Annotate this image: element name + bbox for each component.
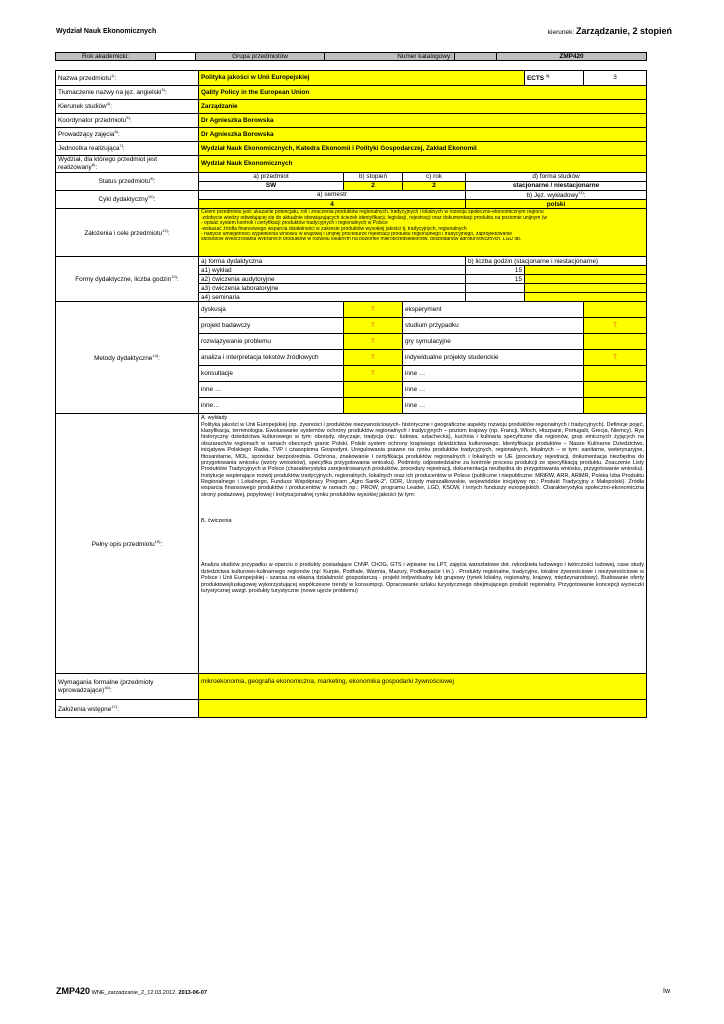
coordinator-value[interactable]: Dr Agnieszka Borowska (199, 114, 647, 128)
teacher-value[interactable]: Dr Agnieszka Borowska (199, 128, 647, 142)
assumptions-label: Założenia wstępne$^{17)}$: (56, 700, 199, 718)
status-form-value[interactable]: stacjonarne / niestacjonarne (466, 181, 647, 190)
translation-value[interactable]: Qality Policy in the European Union (199, 86, 647, 100)
method-right-mark[interactable] (584, 366, 647, 382)
method-right: gry symulacyjne (403, 334, 584, 350)
description-label: Pełny opis przedmiotu$^{15)}$: (56, 414, 199, 674)
cycle-language-header: b) Jęz. wykładowy$^{11)}$: (466, 190, 647, 199)
method-left-mark[interactable]: T (344, 350, 403, 366)
method-left-mark[interactable]: T (344, 334, 403, 350)
exercises-heading: B. ćwiczenia (201, 517, 232, 524)
footer-file: WNE_zarzadzanie_2_12.03.2012, (90, 990, 179, 996)
method-right-mark[interactable] (584, 398, 647, 414)
cycle-language-value[interactable]: polski (466, 200, 647, 209)
form-row-name: a2) ćwiczenia audytoryjne (199, 275, 466, 284)
status-year-header: c) rok (403, 172, 466, 181)
goals-line: -zdobycie wiedzy odwołującej się do aktualnie obowiązujących ścieżek identyfikacji, legislacji, rejestracji oraz dokumentacji produktu na poziomie unijnym (w (201, 214, 547, 221)
coordinator-label: Koordynator przedmiotu$^{5)}$: (56, 114, 199, 128)
unit-label: Jednostka realizująca$^{7)}$: (56, 142, 199, 156)
top-row-table (55, 52, 647, 61)
goals-value[interactable] (199, 209, 647, 257)
form-row-hours[interactable]: 15 (466, 275, 525, 284)
field-prefix: kierunek: (547, 29, 576, 36)
catalog-number-value: ZMP420 (497, 53, 647, 61)
method-right: inne … (403, 366, 584, 382)
goals-line: Celem przedmiotu jest: ukazanie potencjału, roli i znaczenia produktów regionalnych, tradycyjnych i lokalnych w rozwoju społeczno-ekonomicznym regionu (201, 209, 544, 216)
status-form-header: d) forma studiów (466, 172, 647, 181)
name-value[interactable]: Polityka jakości w Unii Europejskiej (199, 71, 525, 86)
status-level-header: b) stopień (344, 172, 403, 181)
status-year-value[interactable]: 2 (403, 181, 466, 190)
field-value: Zarządzanie, 2 stopień (575, 26, 672, 36)
goals-label: Założenia i cele przedmiotu$^{12)}$: (56, 209, 199, 257)
method-right: eksperyment (403, 302, 584, 318)
method-left: inne … (199, 382, 344, 398)
method-right-mark[interactable] (584, 334, 647, 350)
faculty-header: Wydział Nauk Ekonomicznych (56, 28, 157, 35)
course-card-table (55, 70, 647, 718)
cycle-semester-value[interactable]: 4 (199, 200, 466, 209)
description-value[interactable] (199, 414, 647, 674)
subject-group-label: Grupa przedmiotów (196, 53, 325, 61)
dept-label: Wydział, dla którego przedmiot jest realizowany$^{8)}$: (56, 156, 199, 173)
method-right-mark[interactable] (584, 302, 647, 318)
study-field-label: Kierunek studiów$^{4)}$: (56, 100, 199, 114)
method-right: indywidualne projekty studenckie (403, 350, 584, 366)
method-left-mark[interactable] (344, 398, 403, 414)
prereq-value[interactable]: mikroekonomia, geografia ekonomiczna, marketing, ekonomika gospodarki żywnościowej (199, 674, 647, 700)
method-left: projekt badawczy (199, 318, 344, 334)
name-label: Nazwa przedmiotu$^{1)}$: (56, 71, 199, 86)
footer-info (56, 986, 207, 996)
field-of-study-header (548, 26, 672, 36)
form-row-hours[interactable] (466, 284, 525, 293)
academic-year-label: Rok akademicki: (56, 53, 156, 61)
cycle-label: Cykl dydaktyczny$^{10)}$: (56, 190, 199, 208)
method-right: studium przypadku (403, 318, 584, 334)
method-right: inne … (403, 398, 584, 414)
page-indicator: Iw (663, 988, 670, 995)
forms-label: Formy dydaktyczne, liczba godzin$^{13)}$: (56, 257, 199, 302)
lectures-heading: A. wykłady (201, 415, 228, 422)
lectures-text: Polityka jakości w Unii Europejskiej (np. żywności i produktów niezywnościowych- historyczne i geograficzne aspekty rozwoju produktów regionalnych i tradycyjnych). Definicje pojęć, klasyfikacja, terminologia. Ewoluowanie systemów ochrony produktów regionalnych i tradycyjnych – poziom krajowy (np. Francji, Włoch, Hiszpanii, Portugalii, Grecja, Niemcy). Rys historyczny dziedzictwa kulturowego w tym: obrzędy, obyczaje, tradycja (np.: ludowa, szlachecka), kuchnia i kulinaria specyficzne dla regionów, grup etnicznych żyjących na obszarach/w regionach w ramach obecnych granic Polski. Polski system ochrony krajowego dziedzictwa kulturowego. Identyfikacja produktów – Nasze Kulinarne Dziedzictwo, inicjatywa Polskiego Radia, TVP i czasopisma Gospodyni. Uregulowania prawne na rynku produktów tradycyjnych, regionalnych, lokalnych – w tym: sanitarne, weterynaryjne, fitosanitarne, MOL, sprzedaż bezpośrednia. Ochrona, znakowanie i certyfikacja produktów regionalnych i lokalnych w UE (procedury rejestracji, dokumentacja niezbędna do przygotowania wniosku (wzory wniosków), specyfika przygotowania wniosku). Podmioty odpowiedzialne za kontrole procesu produkcji ze specyfikacją produktu. Znaczenie Listy Produktów Tradycyjnych w Polsce (charakterystyka zarejestrowanych produktów, procedury rejestracji, dokumentacja niezbędna do przygotowania wniosku, przygotowanie wniosku). Instytucje wspierające rozwój produktów tradycyjnych, regionalnych, lokalnych oraz ich producentów w Polsce (publiczne i niepubliczne: MRiRW, ARR, ARiMR, Polska Izba Produktu Regionalnego i Lokalnego, Fundusz Współpracy Program „Agro Sanik-2”, ODR, Urzędy marszałkowskie, wojewódzkie inicjatywy np.: Produkt Tradycyjny z Małopolski). Źródła wsparcia finansowego produktów i producentów w ramach np.: PROW, programu Leader, LGD, KSOW, i innych funduszy europejskich. Charakterystyka społeczno-ekonomiczna strony podażowej, popytowej i instytucjonalnej rynku produktów wysokiej jakości (w tym: (201, 421, 645, 498)
method-left-mark[interactable]: T (344, 318, 403, 334)
method-left: inne… (199, 398, 344, 414)
status-subject-value[interactable]: SW (199, 181, 344, 190)
exercises-text: Analiza studiów przypadku w oparciu o produkty posiadające ChNP, ChOG, GTS i wpisane na LPT, zajęcia warsztatowe dot. rękodzieła ludowego i twórczości ludowej, case study dziedzictwa kulturowo-kulinarnego regionów (np: Kurpie, Podhale, Warmia, Mazury, Podkarpacie i in.) . Produkty regionalne, tradycyjne, lokalne żywnościowe i nieżywnościowe w Polsce i Unii Europejskiej - szansa na własną działalność gospodarczą - projekt indywidualny lub grupowy (rynek lokalny, regionalny, krajowy, międzynarodowy). Budowanie oferty produktowej/usługowej wykorzystującej współczesne trendy w konsumpcji. Opracowanie szlaku turystycznego obejmującego produkt regionalny. Przygotowanie koncepcji wycieczki turystycznej uwzgl. produkty turystyczne (nowe ujęcie problemu) (201, 561, 645, 595)
method-left-mark[interactable]: T (344, 366, 403, 382)
method-right: inne … (403, 382, 584, 398)
goals-line: - opisać system kontroli i certyfikacji produktów tradycyjnych i regionalnych w Polsce (201, 220, 388, 227)
form-row-hours[interactable]: 15 (466, 266, 525, 275)
method-left: analiza i interpretacja tekstów źródłowych (199, 350, 344, 366)
form-row-name: a4) seminaria (199, 293, 466, 302)
method-left: dyskusja (199, 302, 344, 318)
dept-value[interactable]: Wydział Nauk Ekonomicznych (199, 156, 647, 173)
goals-line: -wskazać źródła finansowego wsparcia działalności w zakresie produktów wysokiej jakości tj. tradycyjnych, regionalnych (201, 225, 467, 232)
form-row-name: a1) wykład (199, 266, 466, 275)
translation-label: Tłumaczenie nazwy na jęz. angielski$^{3)}$: (56, 86, 199, 100)
method-left: konsultacje (199, 366, 344, 382)
cycle-semester-header: a) semestr (199, 190, 466, 199)
methods-label: Metody dydaktyczne$^{14)}$: (56, 302, 199, 414)
academic-year-value[interactable] (156, 53, 196, 61)
form-row-name: a3) ćwiczenia laboratoryjne (199, 284, 466, 293)
ects-label: ECTS $^{2)}$ (525, 71, 584, 86)
method-left: rozwiązywanie problemu (199, 334, 344, 350)
method-right-mark[interactable]: T (584, 318, 647, 334)
teacher-label: Prowadzący zajęcia$^{6)}$: (56, 128, 199, 142)
status-subject-header: a) przedmiot (199, 172, 344, 181)
unit-value[interactable]: Wydział Nauk Ekonomicznych, Katedra Ekonomii i Polityki Gospodarczej, Zakład Ekonomii (199, 142, 647, 156)
assumptions-value[interactable] (199, 700, 647, 718)
goals-line: - nabycie umiejętności wypełnienia wniosku w krajowej i unijnej procedurze rejestracji produktu regionalnego i tradycyjnego, zaprojektowanie (201, 232, 512, 238)
form-row-hours[interactable] (466, 293, 525, 302)
method-right-mark[interactable] (584, 382, 647, 398)
status-level-value[interactable]: 2 (344, 181, 403, 190)
footer-code: ZMP420 (56, 986, 91, 996)
goals-line: sposobów wykorzystania wybranych produktów w rozwoju lokalnym na poziomie mikroprzedsiębiorstw, gospodarstw agroturystycznych, LGD itp. (201, 237, 522, 241)
study-field-value[interactable]: Zarządzanie (199, 100, 647, 114)
method-left-mark[interactable]: T (344, 302, 403, 318)
ects-value[interactable]: 3 (584, 71, 647, 86)
catalog-number-label: Numer katalogowy: (325, 53, 455, 61)
prereq-label: Wymagania formalne (przedmioty wprowadzające)$^{16)}$: (56, 674, 199, 700)
footer-date: 2013-06-07 (178, 990, 207, 996)
forms-hours-header: b) liczba godzin (stacjonarne i niestacjonarne) (466, 257, 647, 266)
forms-form-header: a) forma dydaktyczna (199, 257, 466, 266)
status-label: Status przedmiotu$^{9)}$: (56, 172, 199, 190)
method-left-mark[interactable] (344, 382, 403, 398)
method-right-mark[interactable]: T (584, 350, 647, 366)
